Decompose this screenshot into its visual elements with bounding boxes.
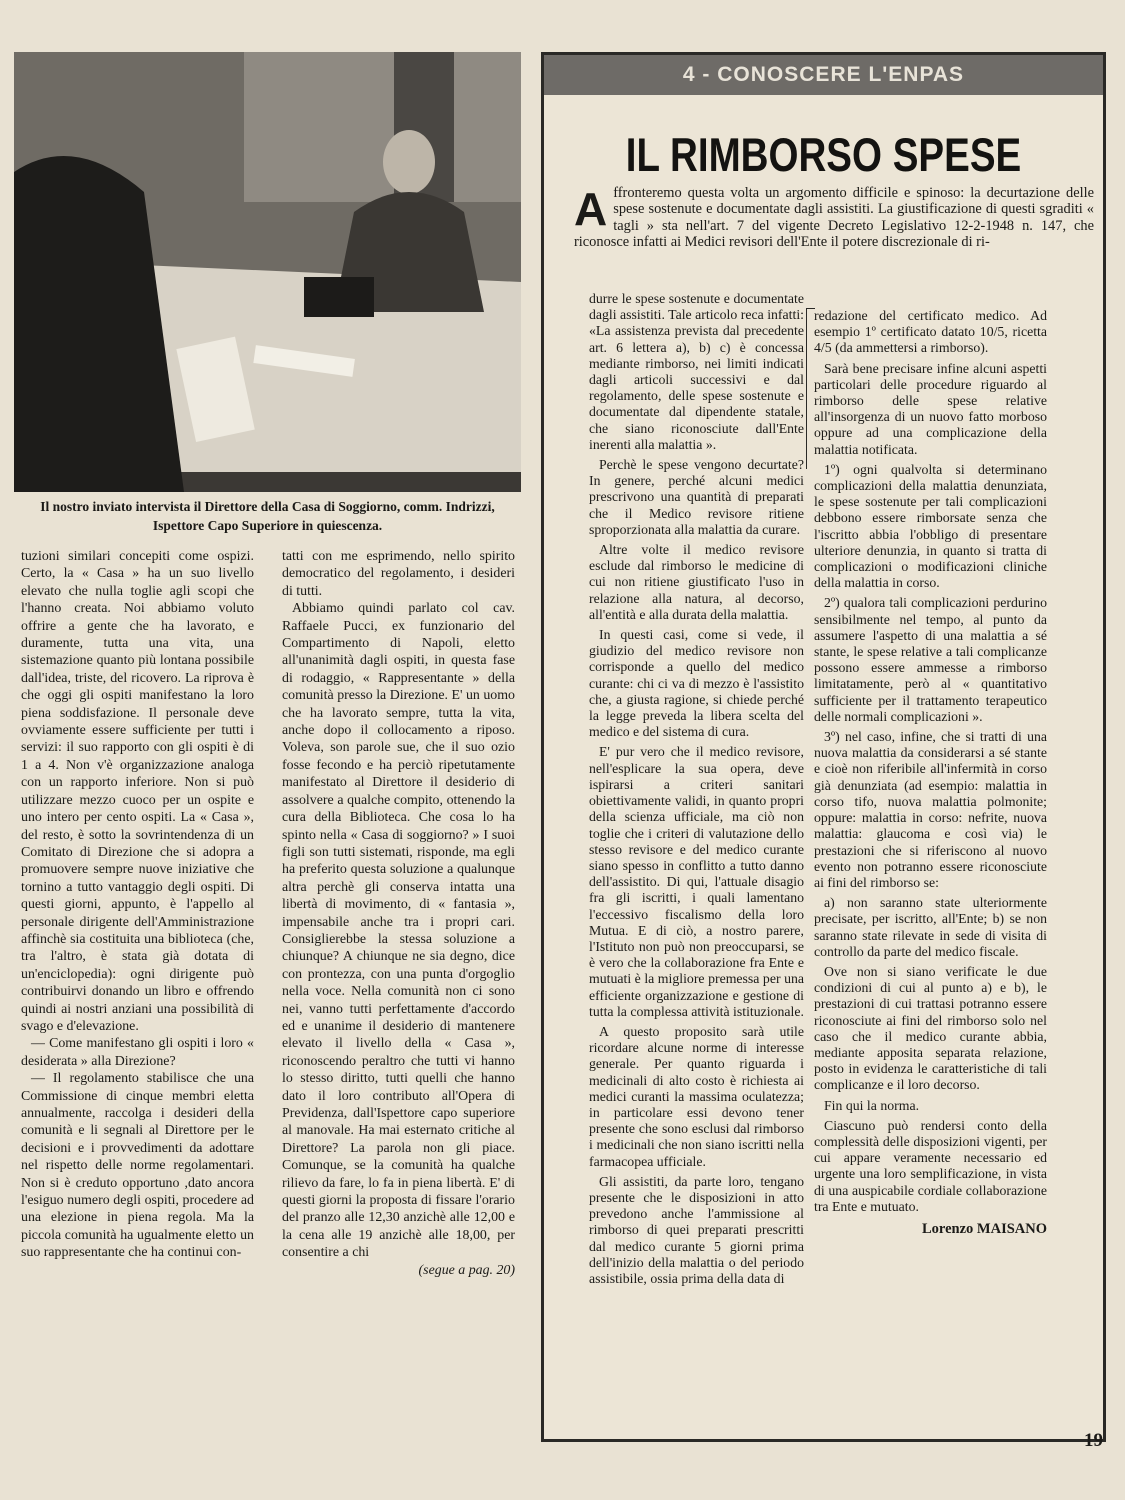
photo-caption: Il nostro inviato intervista il Direttore della Casa di Soggiorno, comm. Indrizzi, Ispettore Capo Superiore in quiescenza. (40, 499, 495, 533)
article-column-2 (814, 308, 1047, 1237)
paragraph: 2º) qualora tali complicazioni perdurino sensibilmente nel tempo, al punto da assumere l'aspetto di una malattia a sé stante, le spese relative a tali complicanze possono essere ammesse a rimborso limitatamente, però al « quantitativo sufficiente per il trattamento terapeutico delle normali complicazioni ». (814, 595, 1047, 724)
paragraph: A questo proposito sarà utile ricordare alcune norme di interesse generale. Per quanto riguarda i medicinali di alto costo è richiesta ai medici curanti la massima oculatezza; in particolare essi devono tener presente che sono esclusi dal rimborso i medicinali che non siano iscritti nella farmacopea ufficiale. (589, 1023, 804, 1169)
article-intro (574, 185, 1094, 250)
page-number: 19 (1084, 1430, 1103, 1451)
paragraph: Ciascuno può rendersi conto della complessità delle disposizioni vigenti, per cui appare veramente necessario ed urgente una loro semplificazione, in vista di una auspicabile cordiale collaborazione tra Ente e mutuato. (814, 1117, 1047, 1214)
author-signature: Lorenzo MAISANO (922, 1220, 1047, 1237)
left-article-column-1 (21, 548, 254, 1262)
left-article-column-2 (282, 548, 515, 1279)
intro-text: ffronteremo questa volta un argomento difficile e spinoso: la decurtazione delle spese sostenute e documentate dagli assistiti. La giustificazione di questi sgraditi « tagli » sta nell'art. 7 del vigente Decreto Legislativo 12-2-1948 n. 147, che riconosce infatti ai Medici revisori dell'Ente il potere discrezionale di ri- (574, 185, 1094, 250)
interview-photo (14, 52, 521, 492)
paragraph: Gli assistiti, da parte loro, tengano presente che le disposizioni in atto prevedono anche l'ammissione al rimborso di quei preparati prescritti dal medico curante 5 giorni prima dell'inizio della malattia o del periodo assistibile, ossia prima della data di (589, 1173, 804, 1286)
paragraph: E' pur vero che il medico revisore, nell'esplicare la sua opera, deve ispirarsi a criteri sanitari obiettivamente validi, in quanto propri della scienza ufficiale, ma ciò non toglie che i criteri di valutazione dello stesso revisore e del medico curante siano spesso in conflitto a tutto danno dell'assistito. Di qui, l'attuale disagio fra gli iscritti, i quali lamentano l'eccessivo fiscalismo della loro Mutua. E di ciò, a nostro parere, l'Istituto non può non preoccuparsi, se è vero che la collaborazione fra Ente e mutuati è la migliore premessa per una efficiente organizzazione e gestione di tutta la complessa attività istituzionale. (589, 744, 804, 1019)
paragraph: a) non saranno state ulteriormente precisate, per iscritto, all'Ente; b) se non saranno state rilevate in sede di visita di controllo da parte del medico fiscale. (814, 895, 1047, 959)
interview-photo-illustration (14, 52, 521, 492)
paragraph: Altre volte il medico revisore esclude dal rimborso le medicine di cui non ritiene giustificato l'uso in relazione alla natura, al decorso, all'entità e alla durata della malattia. (589, 542, 804, 622)
section-band (544, 55, 1103, 95)
paragraph: Ove non si siano verificate le due condizioni di cui al punto a) e b), le prestazioni di cui trattasi potranno essere riconosciute ai fini del rimborso solo nel caso che il medico curante abbia, mediante apposita separata relazione, posto in evidenza le caratteristiche di tali complicanze e il loro decorso. (814, 963, 1047, 1093)
paragraph: Abbiamo quindi parlato col cav. Raffaele Pucci, ex funzionario del Compartimento di Napoli, eletto all'unanimità dagli ospiti, in questa fase di rodaggio, « Rappresentante » della comunità presso la Direzione. E' un uomo che ha lavorato sempre, tutta la vita, anche dopo il collocamento a riposo. Voleva, son parole sue, che il suo ozio fosse fecondo e ha perciò ripetutamente manifestato al Direttore il desiderio di assolvere a qualche compito, ottenendo la cura della Biblioteca. Che cosa lo ha spinto nella « Casa di soggiorno? » I suoi figli son tutti sistemati, risponde, ma egli ha preferito questa soluzione a qualunque altra perchè gli conserva intatta una libertà di movimento, di « fantasia », impensabile anche tra i propri cari. Consiglierebbe la stessa soluzione a chiunque? A chiunque ne sia degno, dice con prontezza, con una punta d'orgoglio nella voce. Nella comunità non ci sono nei, vanno tutti perfettamente d'accordo ed e unanime il desiderio di mantenere elevato il livello della « Casa », riconoscendo peraltro che tutti vi hanno lo stesso diritto, tutti quelli che hanno dato il loro contributo all'Opera di Previdenza, dall'Ispettore capo superiore al manovale. Ha mai esternato critiche al Direttore? La parola non gli piace. Comunque, se la comunità ha qualche rilievo da fare, lo fa in piena libertà. E' di questi giorni la proposta di fissare l'orario del pranzo alle 12,30 anzichè alle 12,00 e la cena alle 19 anzichè alle 18,00, per consentire a chi (282, 601, 515, 1261)
paragraph: Fin qui la norma. (824, 1097, 920, 1113)
section-label: 4 - CONOSCERE L'ENPAS (682, 63, 965, 86)
paragraph: durre le spese sostenute e documentate dagli assistiti. Tale articolo reca infatti: «La assistenza prevista dal precedente art. 6 lettera a), b) c) è concessa mediante rimborso, nei limiti indicati dagli articoli successivi e dal regolamento, delle spese sostenute e documentate dal dipendente statale, che siano riconosciute dall'Ente inerenti alla malattia ». (589, 291, 804, 452)
drop-cap: A (574, 183, 608, 235)
article-title: IL RIMBORSO SPESE (625, 128, 1022, 181)
paragraph: tuzioni similari concepiti come ospizi. Certo, la « Casa » ha un suo livello elevato che nulla toglie agli scopi che l'hanno creata. Noi abbiamo voluto offrire a gente che ha lavorato, e duramente, tutta una vita, una sistemazione quanto più lontana possibile dall'idea, triste, del ricovero. La riprova è che oggi gli ospiti manifestano la loro piena soddisfazione. Il personale deve ovviamente essere sufficiente per tutti i servizi: il suo rapporto con gli ospiti è di 1 a 4. Non v'è organizzazione analoga con un rapporto inferiore. Non si può utilizzare mezzo cuoco per un ospite e uno intero per cento ospiti. La « Casa », del resto, è sotto la sovrintendenza di un Comitato di Direzione che si adopra a promuovere sempre nuove iniziative che tornino a tutto vantaggio degli ospiti. Di questi giorni, appunto, è l'appello al personale dirigente dell'Amministrazione affinchè sia costituita una biblioteca (che, tra l'altro, è stata già dotata di un'enciclopedia): ogni dirigente può contribuirvi donando un libro e offrendo quindi ai nostri anziani una possibilità di svago e d'elevazione. (21, 549, 254, 1034)
paragraph: — Come manifestano gli ospiti i loro « desiderata » alla Direzione? (21, 1036, 254, 1069)
paragraph: 1º) ogni qualvolta si determinano complicazioni della malattia denunziata, le spese sostenute per tali complicazioni debbono essere rimborsate senza che l'iscritto abbia l'obbligo di presentare ulteriore denunzia, in quanto si tratta di complicazioni o modificazioni cliniche della malattia in corso. (814, 461, 1047, 591)
article-column-1 (589, 291, 804, 1431)
paragraph: In questi casi, come si vede, il giudizio del medico revisore non corrisponde a quello del medico curante: chi ci va di mezzo è l'assistito che, a giusta ragione, si chiede perché la legge preveda la libera scelta del medico e del sistema di cura. (589, 627, 804, 740)
paragraph: Perchè le spese vengono decurtate? In genere, perché alcuni medici prescrivono una quantità di preparati che il Medico revisore ritiene sproporzionata alla malattia da curare. (589, 457, 804, 537)
paragraph: — Il regolamento stabilisce che una Commissione di cinque membri eletta annualmente, raccolga i desideri della comunità e li segnali al Direttore per le decisioni e i provvedimenti da adottare nel rispetto delle norme regolamentari. Non si è creduto opportuno ,dato ancora l'esiguo numero degli ospiti, procedere ad una elezione in piena regola. Ma la piccola comunità ha ugualmente eletto un suo rappresentante che ha continui con- (21, 1071, 254, 1261)
continued-note: (segue a pag. 20) (418, 1262, 515, 1278)
enpas-article-box (541, 52, 1106, 1442)
paragraph: tatti con me esprimendo, nello spirito democratico del regolamento, i desideri di tutti. (282, 549, 515, 599)
paragraph: Sarà bene precisare infine alcuni aspetti particolari delle procedure riguardo al rimborso delle spese relative all'insorgenza di un nuovo fatto morboso oppure ad una complicazione della malattia notificata. (814, 360, 1047, 457)
paragraph: redazione del certificato medico. Ad esempio 1º certificato datato 10/5, ricetta 4/5 (da ammettersi a rimborso). (814, 308, 1047, 356)
paragraph: 3º) nel caso, infine, che si tratti di una nuova malattia da considerarsi a sé stante e cioè non riferibile all'infermità in corso già denunziata (ad esempio: malattia in corso tifo, nuova malattia polmonite; oppure: malattia in corso: nefrite, nuova malattia: glaucoma e così via) le prestazioni che si riferiscono al nuovo evento non potranno essere riconosciute ai fini del rimborso se: (814, 729, 1047, 890)
